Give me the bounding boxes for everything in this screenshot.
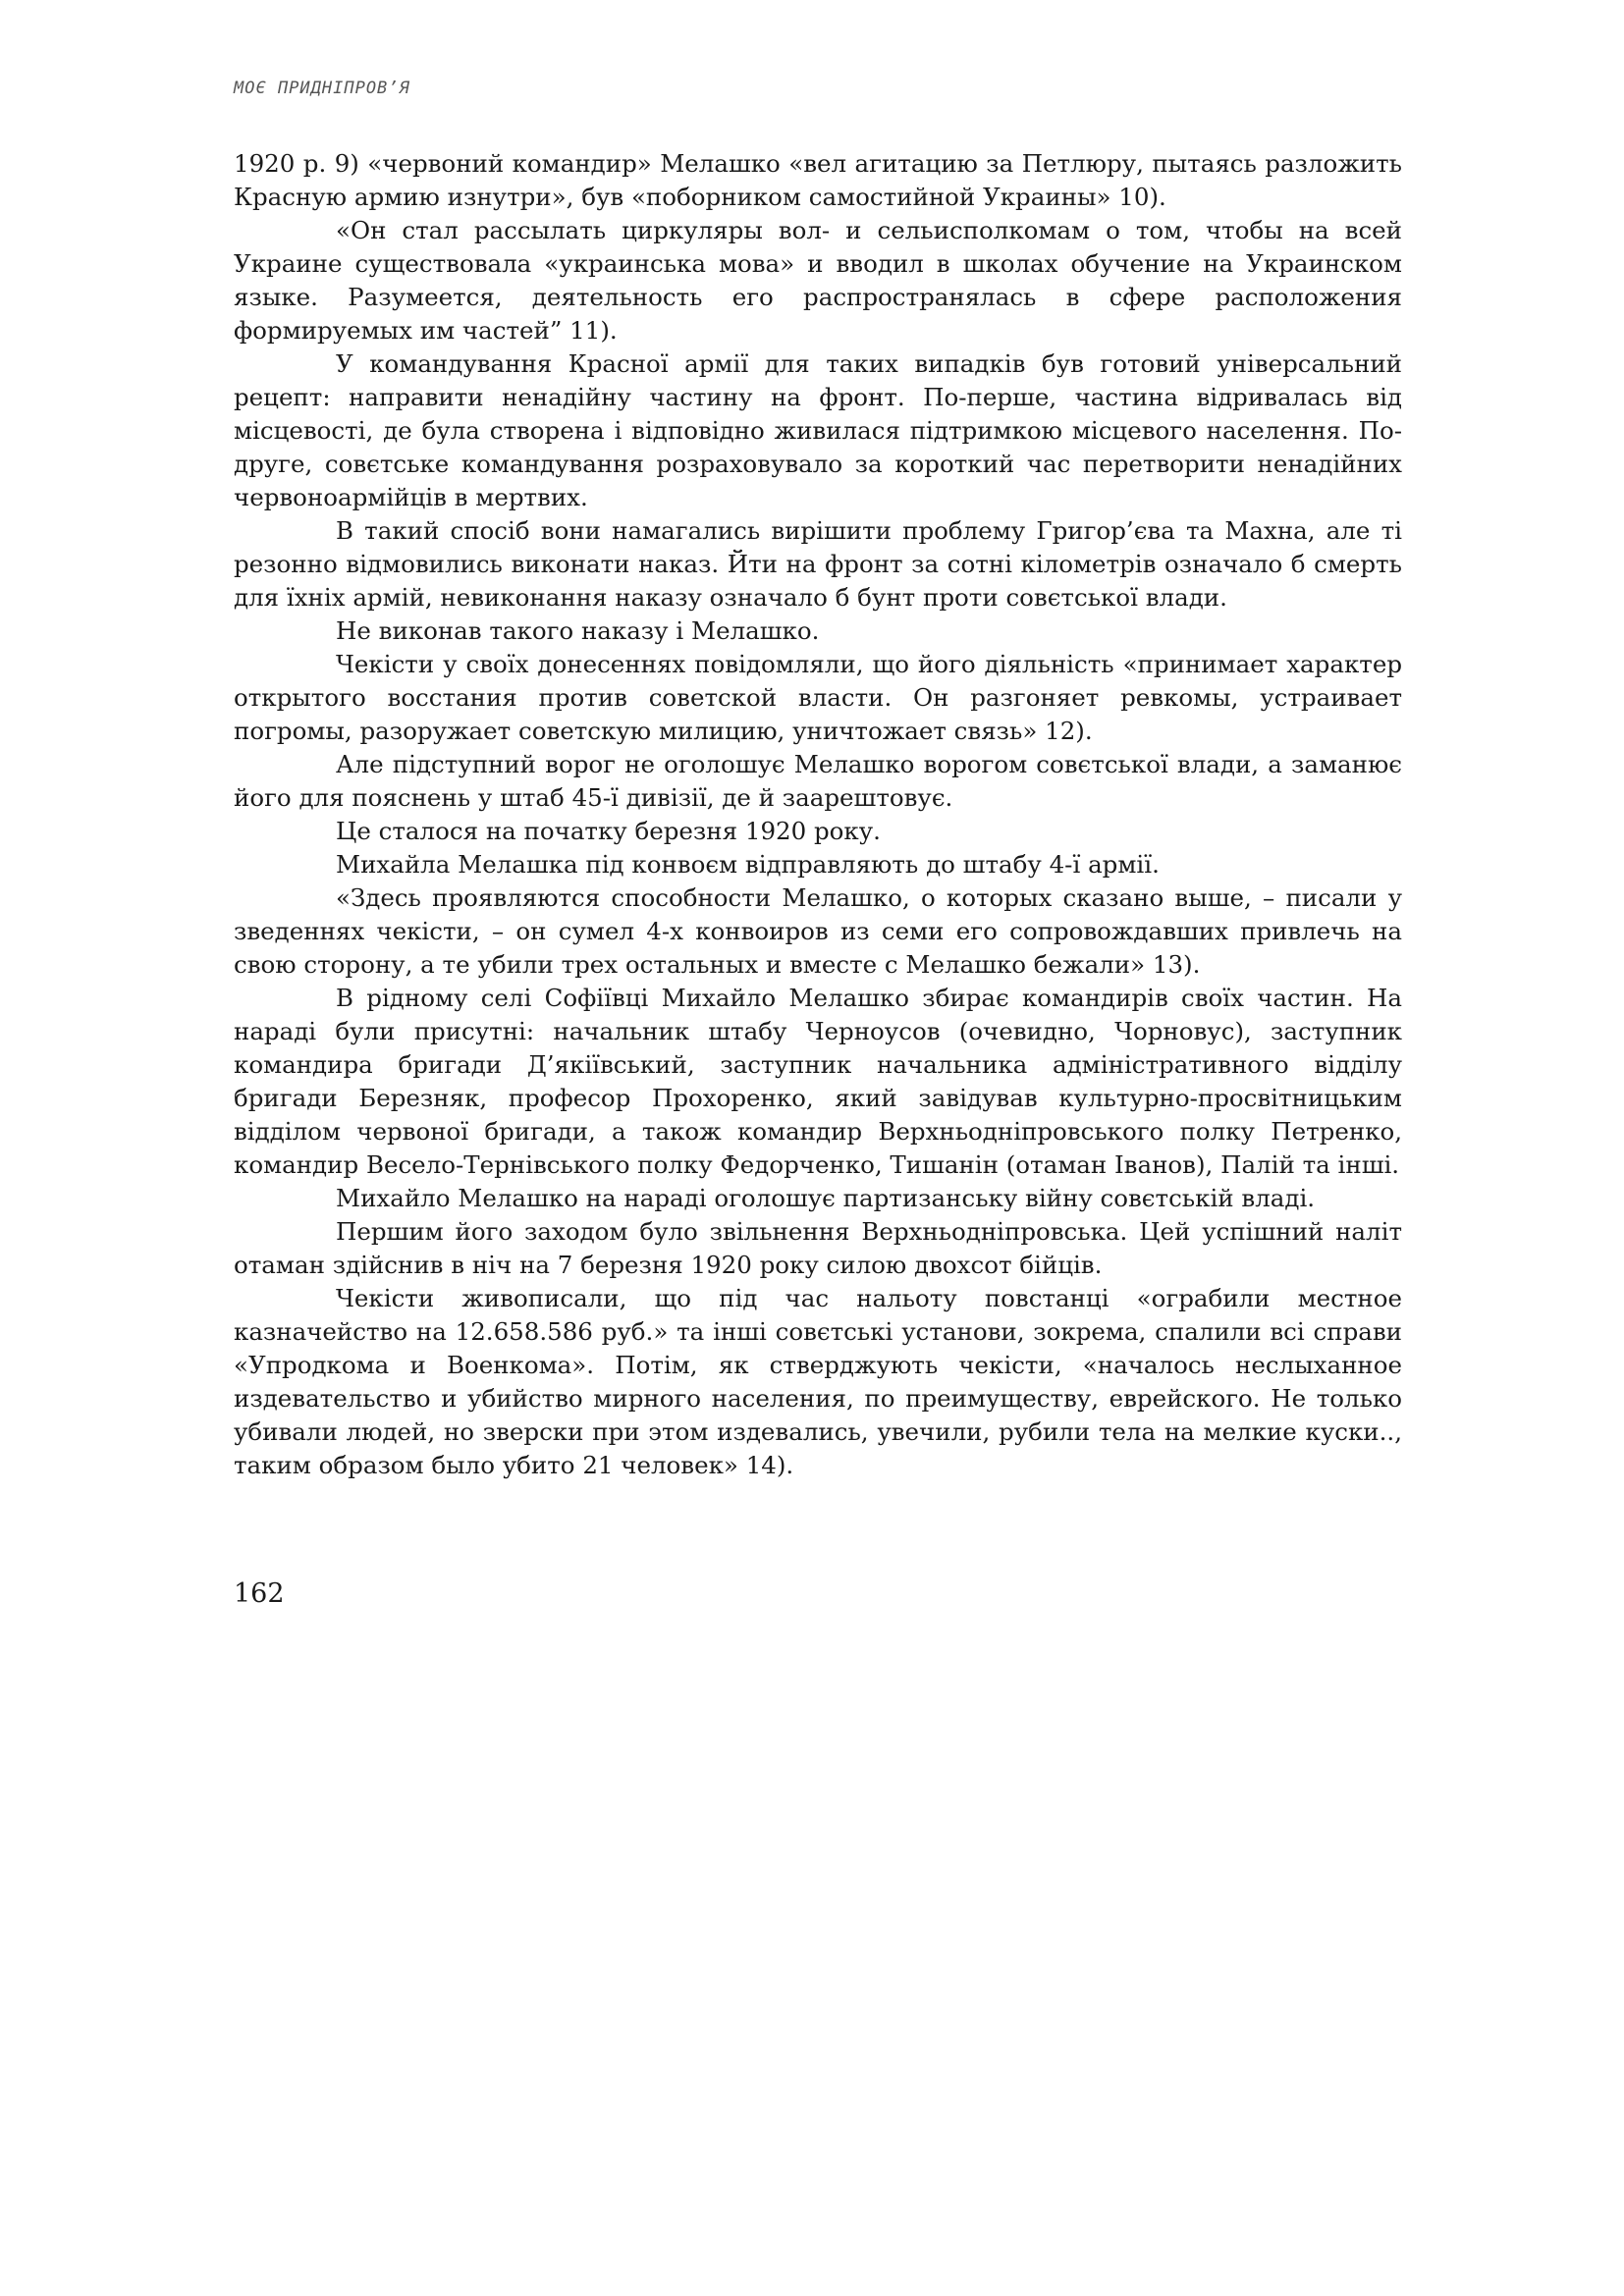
- paragraph: «Здесь проявляются способности Мелашко, о которых сказано выше, – писали у зведеннях чекісти, – он сумел 4-х конвоиров из семи его сопровождавших привлечь на свою сторону, а те убили трех остальных и вместе с Мелашко бежали» 13).: [234, 883, 1402, 979]
- page-number: 162: [234, 1578, 285, 1609]
- paragraph: Але підступний ворог не оголошує Мелашко ворогом совєтської влади, а заманює його для пояснень у штаб 45-ї дивізії, де й заарештовує.: [234, 750, 1402, 812]
- paragraph: Не виконав такого наказу і Мелашко.: [336, 616, 820, 645]
- paragraph: Михайла Мелашка під конвоєм відправляють до штабу 4-ї армії.: [336, 850, 1160, 879]
- paragraph: «Он стал рассылать циркуляры вол- и сельисполкомам о том, чтобы на всей Украине существовала «украинська мова» и вводил в школах обучение на Украинском языке. Разумеется, деятельность его распространялась в сфере расположения формируемых им частей” 11).: [234, 216, 1402, 345]
- paragraph: 1920 р. 9) «червоний командир» Мелашко «вел агитацию за Петлюру, пытаясь разложить Красную армию изнутри», був «поборником самостийной Украины» 10).: [234, 149, 1402, 211]
- paragraph: Михайло Мелашко на нараді оголошує партизанську війну совєтській владі.: [336, 1184, 1316, 1212]
- paragraph: Чекісти живописали, що під час нальоту повстанці «ограбили местное казначейство на 12.658.586 руб.» та інші совєтські установи, зокрема, спалили всі справи «Упродкома и Военкома». Потім, як стверджують чекісти, «началось неслыханное издевательство и убийство мирного населения, по преимуществу, еврейского. Не только убивали людей, но зверски при этом издевались, увечили, рубили тела на мелкие куски.., таким образом было убито 21 человек» 14).: [234, 1284, 1402, 1479]
- paragraph: В такий спосіб вони намагались вирішити проблему Григор’єва та Махна, але ті резонно відмовились виконати наказ. Йти на фронт за сотні кілометрів означало б смерть для їхніх армій, невиконання наказу означало б бунт проти совєтської влади.: [234, 516, 1402, 612]
- body-text: [234, 147, 1402, 1482]
- paragraph: В рідному селі Софіївці Михайло Мелашко збирає командирів своїх частин. На нараді були присутні: начальник штабу Черноусов (очевидно, Чорновус), заступник командира бригади Д’якіївський, заступник начальника адміністративного відділу бригади Березняк, професор Прохоренко, який завідував культурно-просвітницьким відділом червоної бригади, а також командир Верхньодніпровського полку Петренко, командир Весело-Тернівського полку Федорченко, Тишанін (отаман Іванов), Палій та інші.: [234, 984, 1402, 1179]
- paragraph: У командування Красної армії для таких випадків був готовий універсальний рецепт: направити ненадійну частину на фронт. По-перше, частина відривалась від місцевості, де була створена і відповідно живилася підтримкою місцевого населення. По-друге, совєтське командування розраховувало за короткий час перетворити ненадійних червоноармійців в мертвих.: [234, 349, 1402, 511]
- paragraph: Це сталося на початку березня 1920 року.: [336, 817, 881, 845]
- running-header: МОЄ ПРИДНІПРОВ’Я: [234, 79, 410, 98]
- paragraph: Першим його заходом було звільнення Верхньодніпровська. Цей успішний наліт отаман здійснив в ніч на 7 березня 1920 року силою двохсот бійців.: [234, 1217, 1402, 1279]
- paragraph: Чекісти у своїх донесеннях повідомляли, що його діяльність «принимает характер открытого восстания против советской власти. Он разгоняет ревкомы, устраивает погромы, разоружает советскую милицию, уничтожает связь» 12).: [234, 650, 1402, 745]
